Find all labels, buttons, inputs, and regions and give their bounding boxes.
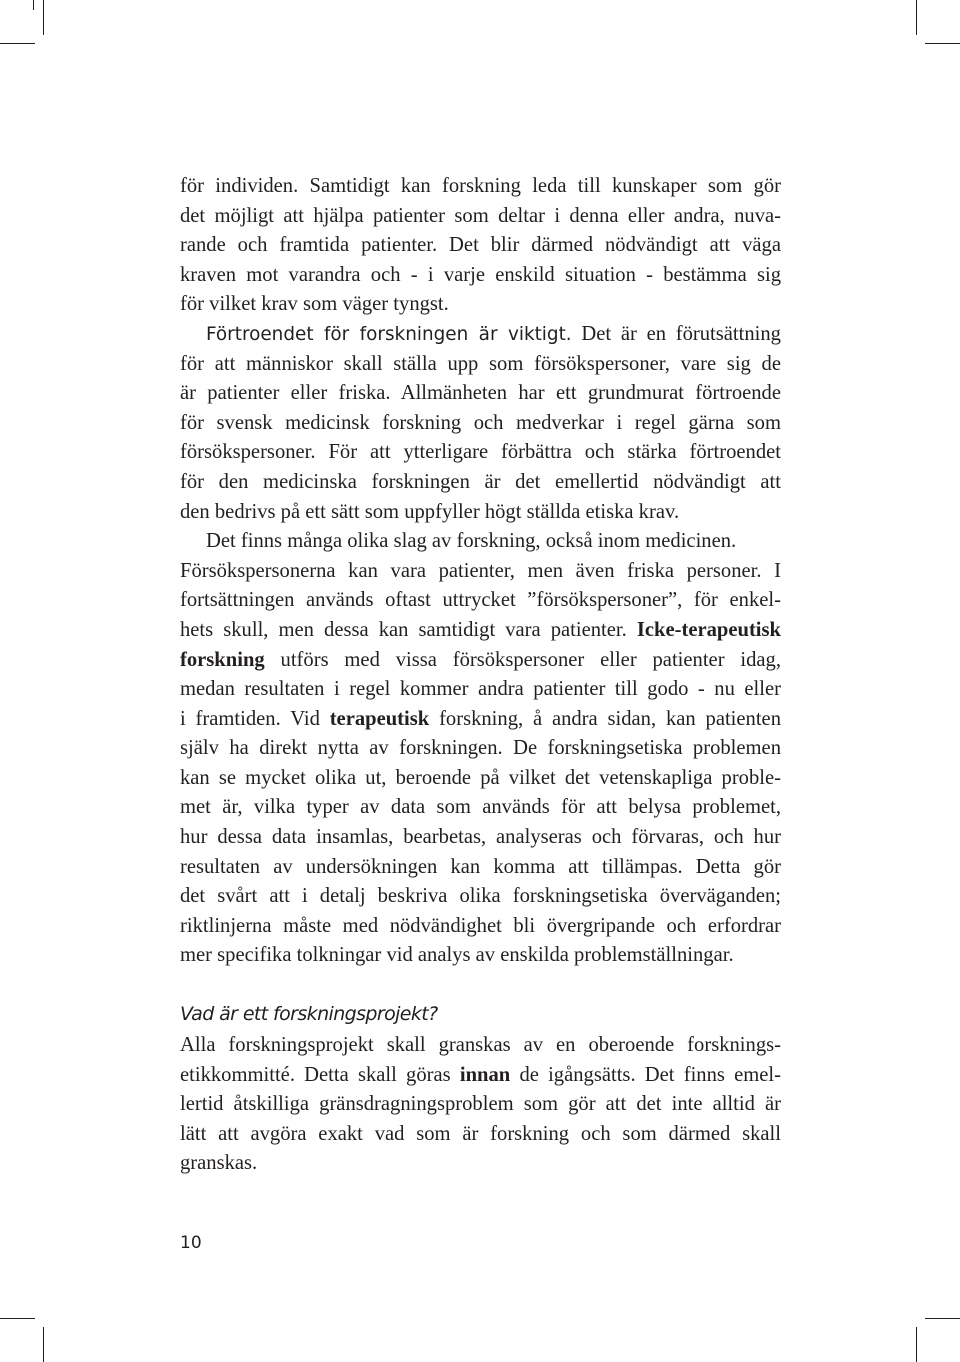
text-line: [180, 646, 781, 676]
text-span: är patienter eller friska.: [180, 382, 391, 405]
text-line: försökspersoner. För att ytterligare förbättra och stärka förtroendet: [180, 441, 781, 464]
text-line: Alla forskningsprojekt skall granskas av en oberoende forsknings-: [180, 1034, 781, 1056]
crop-mark: [0, 43, 35, 44]
text-line: hur dessa data insamlas, bearbetas, analyseras och förvaras, och hur: [180, 826, 781, 849]
text-line: mer specifika tolkningar vid analys av enskilda problemställningar.: [180, 944, 734, 967]
text-line: riktlinjerna måste med nödvändighet bli övergripande och erfordrar: [180, 914, 781, 937]
text-line: [180, 705, 781, 735]
text-line: för individen. Samtidigt kan forskning leda till kunskaper som gör: [180, 175, 781, 197]
text-span: de igångsätts. Det finns emel-: [510, 1063, 781, 1086]
text-line: resultaten av undersökningen kan komma att tillämpas. Detta gör: [180, 855, 781, 878]
text-line: för den medicinska forskningen är det emellertid nödvändigt att: [180, 470, 781, 493]
text-line: [180, 379, 781, 409]
body-text: [180, 1031, 781, 1179]
text-line: för att människor skall ställa upp som försökspersoner, vare sig de: [180, 352, 781, 375]
crop-mark: [43, 1327, 44, 1362]
text-line: lertid åtskilliga gränsdragningsproblem som gör att det inte alltid är: [180, 1093, 781, 1116]
crop-mark: [916, 0, 917, 35]
bold-term: innan: [459, 1063, 511, 1086]
text-line: fortsättningen används oftast uttrycket ”försökspersoner”, för enkel-: [180, 589, 781, 612]
text-line: det svårt att i detalj beskriva olika forskningsetiska överväganden;: [180, 885, 781, 908]
crop-mark: [0, 1318, 35, 1319]
text-line: [180, 616, 781, 646]
bold-term: forskning: [180, 648, 265, 671]
text-span: Det är en förutsättning: [571, 322, 781, 345]
text-span: Förtroendet för forskningen är viktigt.: [206, 323, 572, 345]
text-line: met är, vilka typer av data som används för att belysa problemet,: [180, 796, 781, 819]
text-span: forskning, å andra sidan, kan patienten: [429, 707, 781, 730]
text-span: hets skull, men dessa kan samtidigt vara patienter.: [180, 618, 637, 641]
text-span: Allmänheten har ett grundmurat förtroende: [390, 382, 781, 405]
text-line: den bedrivs på ett sätt som uppfyller högt ställda etiska krav.: [180, 500, 680, 523]
crop-mark: [925, 43, 960, 44]
page-number: 10: [180, 1233, 202, 1253]
text-line: Det finns många olika slag av forskning, också inom medicinen.: [206, 530, 737, 553]
text-line: det möjligt att hjälpa patienter som deltar i denna eller andra, nuva-: [180, 204, 781, 227]
text-line: själv ha direkt nytta av forskningen. De forskningsetiska problemen: [180, 737, 781, 760]
text-line: för svensk medicinsk forskning och medverkar i regel gärna som: [180, 411, 781, 434]
text-line: [180, 1061, 781, 1091]
bold-term: terapeutisk: [329, 707, 430, 730]
section-heading: Vad är ett forskningsprojekt?: [180, 1003, 438, 1025]
text-line: [180, 320, 781, 350]
text-line: medan resultaten i regel kommer andra patienter till godo - nu eller: [180, 678, 781, 701]
text-line: rande och framtida patienter. Det blir därmed nödvändigt att väga: [180, 234, 781, 257]
text-span: utförs med vissa försökspersoner eller patienter idag,: [264, 648, 781, 671]
text-line: lätt att avgöra exakt vad som är forskning och som därmed skall: [180, 1122, 781, 1145]
crop-mark: [925, 1318, 960, 1319]
text-line: för vilket krav som väger tyngst.: [180, 293, 449, 316]
crop-mark: [916, 1327, 917, 1362]
bold-term: Icke-terapeutisk: [636, 618, 781, 641]
body-text: [180, 172, 781, 971]
text-line: granskas.: [180, 1152, 258, 1175]
crop-mark: [33, 0, 34, 10]
text-line: kraven mot varandra och - i varje enskild situation - bestämma sig: [180, 263, 781, 286]
text-span: i framtiden. Vid: [180, 707, 330, 730]
text-line: Försökspersonerna kan vara patienter, men även friska personer. I: [180, 559, 781, 582]
text-span: etikkommitté. Detta skall göras: [180, 1063, 460, 1086]
crop-mark: [43, 0, 44, 35]
text-line: kan se mycket olika ut, beroende på vilket det vetenskapliga proble-: [180, 766, 781, 789]
